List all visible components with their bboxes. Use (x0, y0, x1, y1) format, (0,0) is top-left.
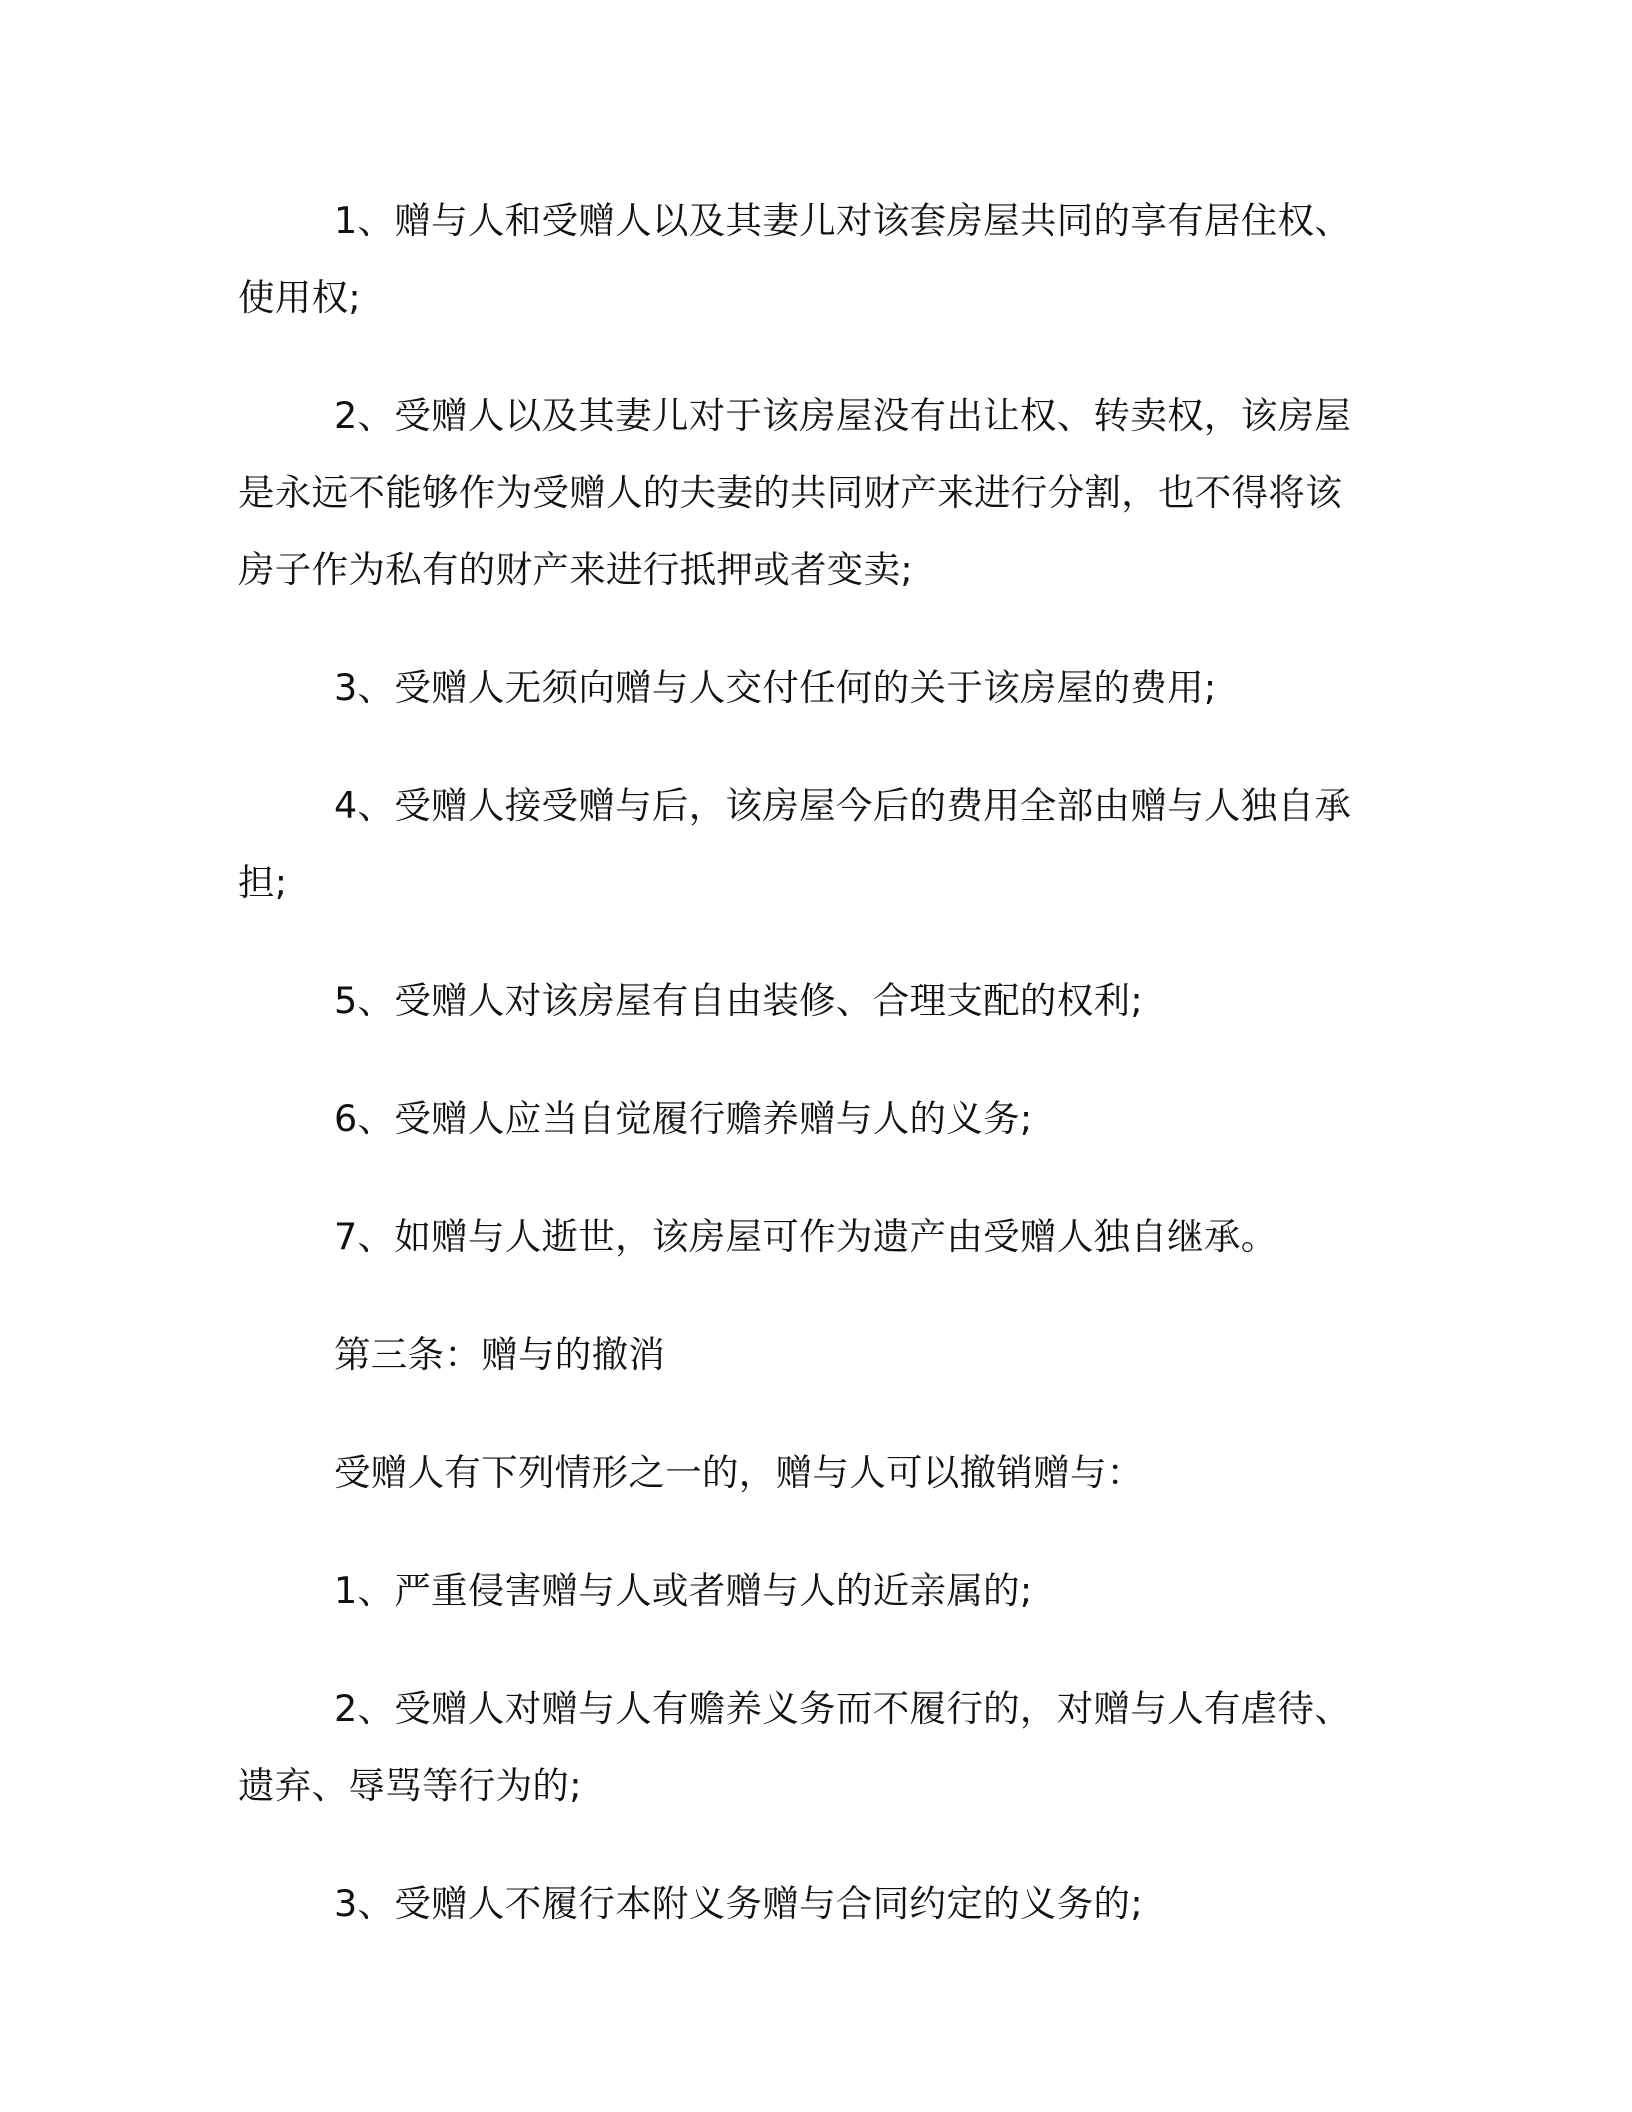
revocation-item-3: 3、受赠人不履行本附义务赠与合同约定的义务的; (334, 1882, 1143, 1925)
clause-2-no-transfer-right: 2、受赠人以及其妻儿对于该房屋没有出让权、转卖权，该房屋是永远不能够作为受赠人的夫妻的共同财产来进行分割，也不得将该房子作为私有的财产来进行抵押或者变卖; (238, 394, 1352, 591)
clause-7-inheritance: 7、如赠与人逝世，该房屋可作为遗产由受赠人独自继承。 (334, 1215, 1278, 1258)
revocation-item-2: 2、受赠人对赠与人有赡养义务而不履行的，对赠与人有虐待、遗弃、辱骂等行为的; (238, 1687, 1352, 1807)
clause-3-no-fees: 3、受赠人无须向赠与人交付任何的关于该房屋的费用; (334, 666, 1217, 709)
revocation-item-1: 1、严重侵害赠与人或者赠与人的近亲属的; (334, 1569, 1033, 1612)
clause-4-expenses: 4、受赠人接受赠与后，该房屋今后的费用全部由赠与人独自承担; (238, 784, 1352, 904)
document-body (238, 182, 1378, 1983)
revocation-intro: 受赠人有下列情形之一的，赠与人可以撤销赠与： (334, 1451, 1144, 1494)
clause-1-residence-right: 1、赠与人和受赠人以及其妻儿对该套房屋共同的享有居住权、使用权; (238, 199, 1352, 319)
clause-5-renovation: 5、受赠人对该房屋有自由装修、合理支配的权利; (334, 979, 1143, 1022)
clause-6-support-duty: 6、受赠人应当自觉履行赡养赠与人的义务; (334, 1097, 1033, 1140)
article-3-heading: 第三条：赠与的撤消 (334, 1333, 666, 1376)
